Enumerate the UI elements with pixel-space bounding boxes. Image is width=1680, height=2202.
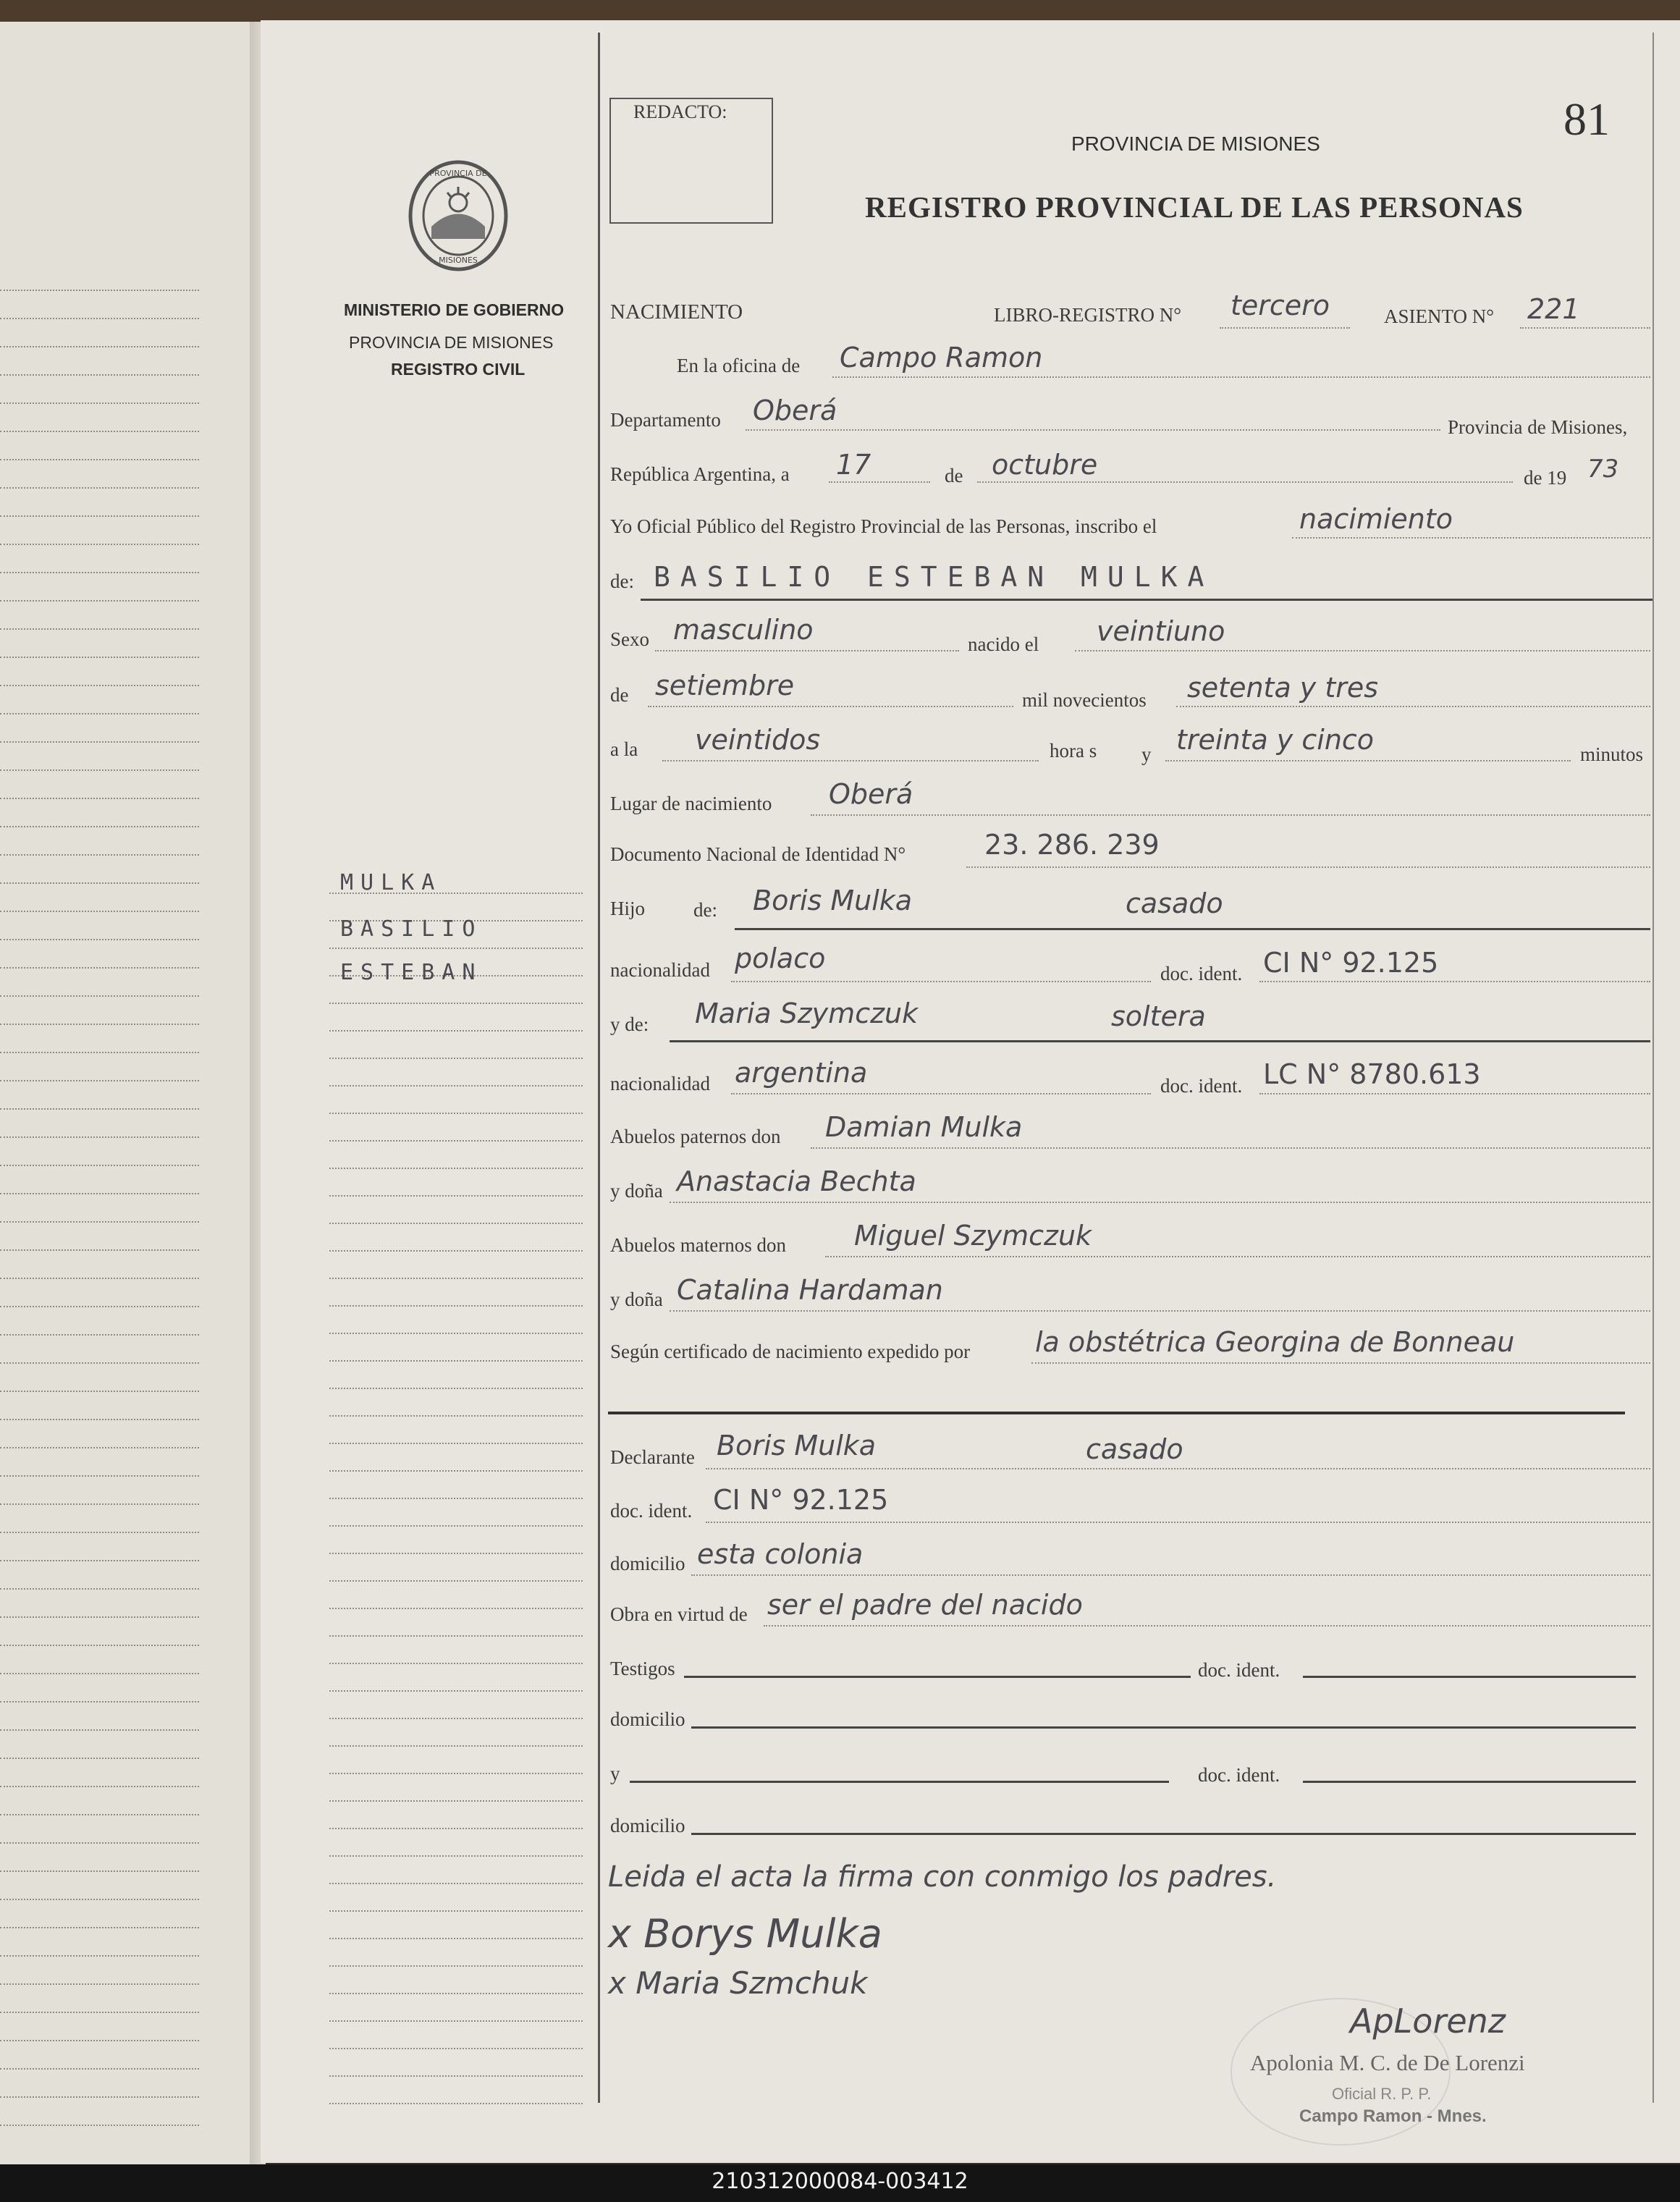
asiento-label: ASIENTO N° bbox=[1384, 305, 1495, 327]
margin-rule-line bbox=[329, 2020, 583, 2022]
padre-nac-line bbox=[731, 981, 1151, 982]
departamento-line bbox=[746, 429, 1440, 431]
margin-rule-line bbox=[329, 1470, 583, 1472]
left-rule-line bbox=[0, 402, 199, 404]
nacido-line bbox=[1075, 650, 1650, 651]
left-rule-line bbox=[0, 882, 199, 884]
a-la-label: a la bbox=[610, 738, 638, 760]
province-heading: PROVINCIA DE MISIONES bbox=[1071, 132, 1320, 155]
y-dona-label: y doña bbox=[610, 1180, 663, 1202]
madre-nac-line bbox=[731, 1093, 1151, 1094]
left-rule-line bbox=[0, 628, 199, 630]
left-rule-line bbox=[0, 1024, 199, 1025]
left-rule-line bbox=[0, 1616, 199, 1618]
document-title: REGISTRO PROVINCIAL DE LAS PERSONAS bbox=[865, 190, 1524, 224]
left-rule-line bbox=[0, 1447, 199, 1448]
left-rule-line bbox=[0, 1080, 199, 1081]
left-rule-line bbox=[0, 995, 199, 997]
ministry-line3: REGISTRO CIVIL bbox=[391, 360, 525, 379]
nacido-value: veintiuno bbox=[1097, 615, 1225, 647]
mes-line bbox=[977, 481, 1513, 483]
left-rule-line bbox=[0, 939, 199, 940]
margin-rule-line bbox=[329, 1690, 583, 1692]
left-rule-line bbox=[0, 1193, 199, 1194]
yo-oficial-label: Yo Oficial Público del Registro Provincial de las Personas, inscribo el bbox=[610, 515, 1157, 537]
redacto-label: REDACTO: bbox=[633, 101, 727, 122]
asiento-value: 221 bbox=[1527, 293, 1580, 325]
minutos-line bbox=[1165, 760, 1571, 762]
closing-line1: Leida el acta la firma con conmigo los padres. bbox=[608, 1860, 1277, 1894]
margin-rule-line bbox=[329, 1828, 583, 1829]
margin-surname: MULKA bbox=[340, 870, 442, 895]
margin-rule-line bbox=[329, 1278, 583, 1279]
doc-ident-label-2: doc. ident. bbox=[1160, 1075, 1243, 1097]
left-rule-line bbox=[0, 1673, 199, 1674]
madre-estado: soltera bbox=[1111, 1000, 1206, 1032]
ministry-line2: PROVINCIA DE MISIONES bbox=[349, 333, 554, 352]
nacido-mes-value: setiembre bbox=[655, 670, 795, 701]
officer-location: Campo Ramon - Mnes. bbox=[1299, 2106, 1487, 2126]
footer-code: 210312000084-003412 bbox=[712, 2169, 968, 2194]
left-rule-line bbox=[0, 1419, 199, 1420]
margin-rule-line bbox=[329, 1223, 583, 1224]
nombre-value: BASILIO ESTEBAN MULKA bbox=[654, 561, 1215, 593]
left-rule-line bbox=[0, 1955, 199, 1957]
republica-label: República Argentina, a bbox=[610, 463, 790, 485]
abuela-paterna: Anastacia Bechta bbox=[677, 1165, 916, 1197]
segun-line bbox=[1031, 1362, 1650, 1364]
left-rule-line bbox=[0, 798, 199, 799]
padre-doc-line bbox=[1259, 981, 1650, 982]
mil-value: setenta y tres bbox=[1187, 672, 1379, 704]
left-rule-line bbox=[0, 741, 199, 743]
margin-rule-line bbox=[329, 1415, 583, 1417]
oficina-value: Campo Ramon bbox=[840, 342, 1043, 374]
libro-value: tercero bbox=[1231, 290, 1330, 321]
padre-doc: CI N° 92.125 bbox=[1263, 947, 1439, 979]
margin-first-name: BASILIO bbox=[340, 916, 483, 942]
abuelos-paternos-label: Abuelos paternos don bbox=[610, 1126, 781, 1147]
page-number: 81 bbox=[1563, 93, 1610, 145]
dia-line bbox=[829, 481, 930, 483]
lugar-label: Lugar de nacimiento bbox=[610, 793, 772, 814]
margin-rule-line bbox=[329, 1388, 583, 1389]
left-rule-line bbox=[0, 1701, 199, 1703]
nacimiento-label: NACIMIENTO bbox=[610, 300, 743, 324]
hora-value: veintidos bbox=[695, 724, 821, 756]
declarante-doc: CI N° 92.125 bbox=[713, 1484, 889, 1516]
nombre-underline bbox=[641, 599, 1652, 601]
inscribo-value: nacimiento bbox=[1299, 503, 1453, 535]
anio-label: de 19 bbox=[1524, 467, 1567, 489]
hijo-de-label: de: bbox=[693, 899, 717, 921]
minutos-value: treinta y cinco bbox=[1176, 724, 1375, 756]
domicilio-line bbox=[691, 1574, 1650, 1576]
margin-rule-line bbox=[329, 1910, 583, 1912]
left-rule-line bbox=[0, 1560, 199, 1561]
testigo2-doc-label: doc. ident. bbox=[1198, 1764, 1280, 1786]
emblem-top-text: PROVINCIA DE bbox=[429, 169, 487, 178]
left-rule-line bbox=[0, 1927, 199, 1928]
margin-rule-line bbox=[329, 1443, 583, 1444]
testigo2-doc-line bbox=[1303, 1781, 1636, 1783]
column-divider bbox=[598, 33, 600, 2103]
madre-doc: LC N° 8780.613 bbox=[1263, 1058, 1481, 1090]
left-rule-line bbox=[0, 600, 199, 602]
padre-underline bbox=[735, 928, 1650, 930]
section-divider bbox=[608, 1412, 1625, 1414]
domicilio-value: esta colonia bbox=[697, 1538, 864, 1570]
hijo-label: Hijo bbox=[610, 898, 646, 919]
nacionalidad-label-2: nacionalidad bbox=[610, 1073, 710, 1094]
left-rule-line bbox=[0, 1532, 199, 1533]
padre-estado: casado bbox=[1126, 887, 1223, 919]
oficina-line bbox=[832, 376, 1650, 378]
obra-line bbox=[764, 1625, 1650, 1627]
departamento-label: Departamento bbox=[610, 409, 721, 431]
margin-rule-line bbox=[329, 1580, 583, 1582]
segun-label: Según certificado de nacimiento expedido por bbox=[610, 1341, 971, 1362]
left-rule-line bbox=[0, 1221, 199, 1223]
left-rule-line bbox=[0, 290, 199, 291]
margin-rule-line bbox=[329, 1993, 583, 1994]
left-rule-line bbox=[0, 2125, 199, 2126]
y2-label: y bbox=[610, 1763, 620, 1784]
left-rule-line bbox=[0, 1108, 199, 1110]
left-rule-line bbox=[0, 1391, 199, 1392]
minutos-label: minutos bbox=[1580, 743, 1644, 765]
margin-rule-line bbox=[329, 1305, 583, 1307]
left-rule-line bbox=[0, 1729, 199, 1731]
left-rule-line bbox=[0, 1645, 199, 1646]
left-rule-line bbox=[0, 572, 199, 573]
left-rule-line bbox=[0, 1306, 199, 1307]
margin-rule-line bbox=[329, 1773, 583, 1774]
abuela-materna-line bbox=[670, 1310, 1650, 1312]
domicilio-label: domicilio bbox=[610, 1553, 685, 1574]
left-rule-line bbox=[0, 2068, 199, 2070]
testigo1-doc-line bbox=[1303, 1676, 1636, 1678]
closing-line2: x Borys Mulka bbox=[608, 1911, 882, 1957]
left-rule-line bbox=[0, 1475, 199, 1477]
margin-rule-line bbox=[329, 1195, 583, 1197]
left-rule-line bbox=[0, 544, 199, 545]
declarante-line bbox=[706, 1468, 1650, 1469]
left-rule-line bbox=[0, 1870, 199, 1872]
margin-rule-line bbox=[329, 1938, 583, 1939]
margin-rule-line bbox=[329, 1168, 583, 1169]
dni-line bbox=[966, 866, 1650, 868]
abuela-materna: Catalina Hardaman bbox=[677, 1274, 943, 1306]
left-rule-line bbox=[0, 685, 199, 686]
left-rule-line bbox=[0, 487, 199, 489]
left-rule-line bbox=[0, 713, 199, 714]
sexo-label: Sexo bbox=[610, 628, 649, 650]
nacionalidad-label: nacionalidad bbox=[610, 959, 710, 981]
inscribo-line bbox=[1292, 537, 1650, 539]
mil-line bbox=[1176, 706, 1650, 707]
obra-label: Obra en virtud de bbox=[610, 1603, 748, 1625]
left-rule-line bbox=[0, 911, 199, 912]
padre-nacionalidad: polaco bbox=[735, 942, 826, 974]
margin-rule-line bbox=[329, 1250, 583, 1252]
anio-value: 73 bbox=[1587, 455, 1619, 484]
y-de-label: y de: bbox=[610, 1013, 649, 1035]
margin-rule-line bbox=[329, 2103, 583, 2104]
left-rule-line bbox=[0, 459, 199, 460]
left-rule-line bbox=[0, 1842, 199, 1844]
dia-value: 17 bbox=[836, 449, 871, 481]
declarante-doc-line bbox=[706, 1522, 1650, 1523]
margin-rule-line bbox=[329, 1003, 583, 1004]
emblem-bottom-text: MISIONES bbox=[439, 256, 478, 265]
domicilio2-label: domicilio bbox=[610, 1708, 685, 1730]
left-rule-line bbox=[0, 657, 199, 658]
abuela-paterna-line bbox=[670, 1202, 1650, 1203]
left-rule-line bbox=[0, 1503, 199, 1505]
left-rule-line bbox=[0, 1983, 199, 1985]
declarante-value: Boris Mulka bbox=[717, 1430, 877, 1461]
horas-label: hora s bbox=[1050, 740, 1097, 762]
mil-label: mil novecientos bbox=[1022, 689, 1147, 711]
margin-rule-line bbox=[329, 1855, 583, 1857]
margin-rule-line bbox=[329, 2048, 583, 2049]
margin-rule-line bbox=[329, 2075, 583, 2077]
right-border bbox=[1652, 33, 1654, 2103]
asiento-line bbox=[1520, 327, 1650, 329]
de-mes-label: de bbox=[610, 684, 629, 706]
closing-line3: x Maria Szmchuk bbox=[608, 1965, 868, 2001]
left-rule-line bbox=[0, 1052, 199, 1053]
margin-rule-line bbox=[329, 1498, 583, 1499]
margin-rule-line bbox=[329, 1608, 583, 1609]
margin-rule-line bbox=[329, 1113, 583, 1114]
ministry-line1: MINISTERIO DE GOBIERNO bbox=[344, 300, 565, 319]
dni-label: Documento Nacional de Identidad N° bbox=[610, 843, 906, 865]
left-rule-line bbox=[0, 1362, 199, 1364]
testigo1-line bbox=[684, 1676, 1191, 1678]
left-rule-line bbox=[0, 1249, 199, 1251]
margin-rule-line bbox=[329, 1140, 583, 1142]
libro-line bbox=[1220, 327, 1350, 329]
left-rule-line bbox=[0, 346, 199, 347]
left-rule-line bbox=[0, 967, 199, 969]
margin-rule-line bbox=[329, 1635, 583, 1637]
abuelos-maternos-label: Abuelos maternos don bbox=[610, 1234, 786, 1256]
declarante-estado: casado bbox=[1086, 1433, 1183, 1465]
margin-rule-line bbox=[329, 1663, 583, 1664]
padre-value: Boris Mulka bbox=[753, 885, 913, 916]
left-rule-line bbox=[0, 769, 199, 771]
left-rule-line bbox=[0, 826, 199, 827]
declarante-label: Declarante bbox=[610, 1446, 695, 1468]
margin-middle-name: ESTEBAN bbox=[340, 960, 483, 985]
officer-signature: ApLorenz bbox=[1350, 2001, 1506, 2041]
testigo1-doc-label: doc. ident. bbox=[1198, 1659, 1280, 1681]
margin-rule-line bbox=[329, 1030, 583, 1032]
hora-line bbox=[662, 760, 1039, 762]
left-rule-line bbox=[0, 1334, 199, 1336]
provincia-label: Provincia de Misiones, bbox=[1448, 416, 1628, 438]
officer-name: Apolonia M. C. de De Lorenzi bbox=[1250, 2050, 1525, 2075]
left-rule-line bbox=[0, 854, 199, 856]
margin-rule-line bbox=[329, 1333, 583, 1334]
margin-rule-line bbox=[329, 948, 583, 949]
mes-value: octubre bbox=[992, 449, 1098, 481]
margin-rule-line bbox=[329, 1085, 583, 1087]
left-rule-line bbox=[0, 515, 199, 517]
doc-ident-label: doc. ident. bbox=[1160, 963, 1243, 984]
departamento-value: Oberá bbox=[753, 395, 837, 426]
abuelo-materno: Miguel Szymczuk bbox=[854, 1220, 1092, 1252]
domicilio2-line bbox=[691, 1726, 1636, 1729]
domicilio3-line bbox=[691, 1833, 1636, 1835]
sexo-line bbox=[655, 650, 959, 651]
margin-rule-line bbox=[329, 1718, 583, 1719]
madre-doc-line bbox=[1259, 1093, 1650, 1094]
libro-label: LIBRO-REGISTRO N° bbox=[994, 304, 1182, 326]
margin-rule-line bbox=[329, 1525, 583, 1527]
officer-title: Oficial R. P. P. bbox=[1332, 2085, 1432, 2103]
testigo2-line bbox=[630, 1781, 1169, 1783]
madre-value: Maria Szymczuk bbox=[695, 997, 919, 1029]
left-rule-line bbox=[0, 374, 199, 376]
left-rule-line bbox=[0, 2040, 199, 2041]
abuelo-materno-line bbox=[825, 1256, 1650, 1257]
declarante-doc-label: doc. ident. bbox=[610, 1500, 693, 1522]
margin-rule-line bbox=[329, 1553, 583, 1554]
background-top bbox=[0, 0, 1680, 22]
margin-rule-line bbox=[329, 1800, 583, 1802]
sexo-value: masculino bbox=[673, 614, 814, 646]
lugar-value: Oberá bbox=[829, 778, 913, 810]
abuelo-paterno: Damian Mulka bbox=[825, 1111, 1023, 1143]
lugar-line bbox=[811, 814, 1650, 816]
margin-rule-line bbox=[329, 1745, 583, 1747]
obra-value: ser el padre del nacido bbox=[767, 1589, 1083, 1621]
testigos-label: Testigos bbox=[610, 1658, 675, 1679]
de-label: de bbox=[945, 465, 963, 486]
left-rule-line bbox=[0, 1136, 199, 1138]
provincial-emblem-icon bbox=[404, 158, 512, 274]
left-rule-line bbox=[0, 2096, 199, 2098]
left-rule-line bbox=[0, 1786, 199, 1787]
y-label: y bbox=[1141, 743, 1152, 765]
left-rule-line bbox=[0, 1899, 199, 1900]
left-rule-line bbox=[0, 1165, 199, 1166]
abuelo-paterno-line bbox=[811, 1147, 1650, 1149]
nacido-label: nacido el bbox=[968, 633, 1039, 655]
de-nombre-label: de: bbox=[610, 570, 634, 592]
margin-rule-line bbox=[329, 1883, 583, 1884]
mes-nac-line bbox=[648, 706, 1013, 707]
left-rule-line bbox=[0, 431, 199, 432]
segun-value: la obstétrica Georgina de Bonneau bbox=[1035, 1326, 1515, 1358]
oficina-label: En la oficina de bbox=[677, 355, 801, 376]
left-rule-line bbox=[0, 2012, 199, 2013]
madre-underline bbox=[670, 1040, 1650, 1042]
dni-value: 23. 286. 239 bbox=[984, 829, 1160, 861]
left-rule-line bbox=[0, 1758, 199, 1759]
left-rule-line bbox=[0, 1814, 199, 1815]
margin-rule-line bbox=[329, 1360, 583, 1362]
domicilio3-label: domicilio bbox=[610, 1815, 685, 1836]
madre-nacionalidad: argentina bbox=[735, 1057, 868, 1089]
y-dona-label-2: y doña bbox=[610, 1288, 663, 1310]
margin-rule-line bbox=[329, 1058, 583, 1059]
margin-rule-line bbox=[329, 1965, 583, 1967]
left-rule-line bbox=[0, 318, 199, 319]
left-rule-line bbox=[0, 1278, 199, 1279]
left-rule-line bbox=[0, 1588, 199, 1590]
